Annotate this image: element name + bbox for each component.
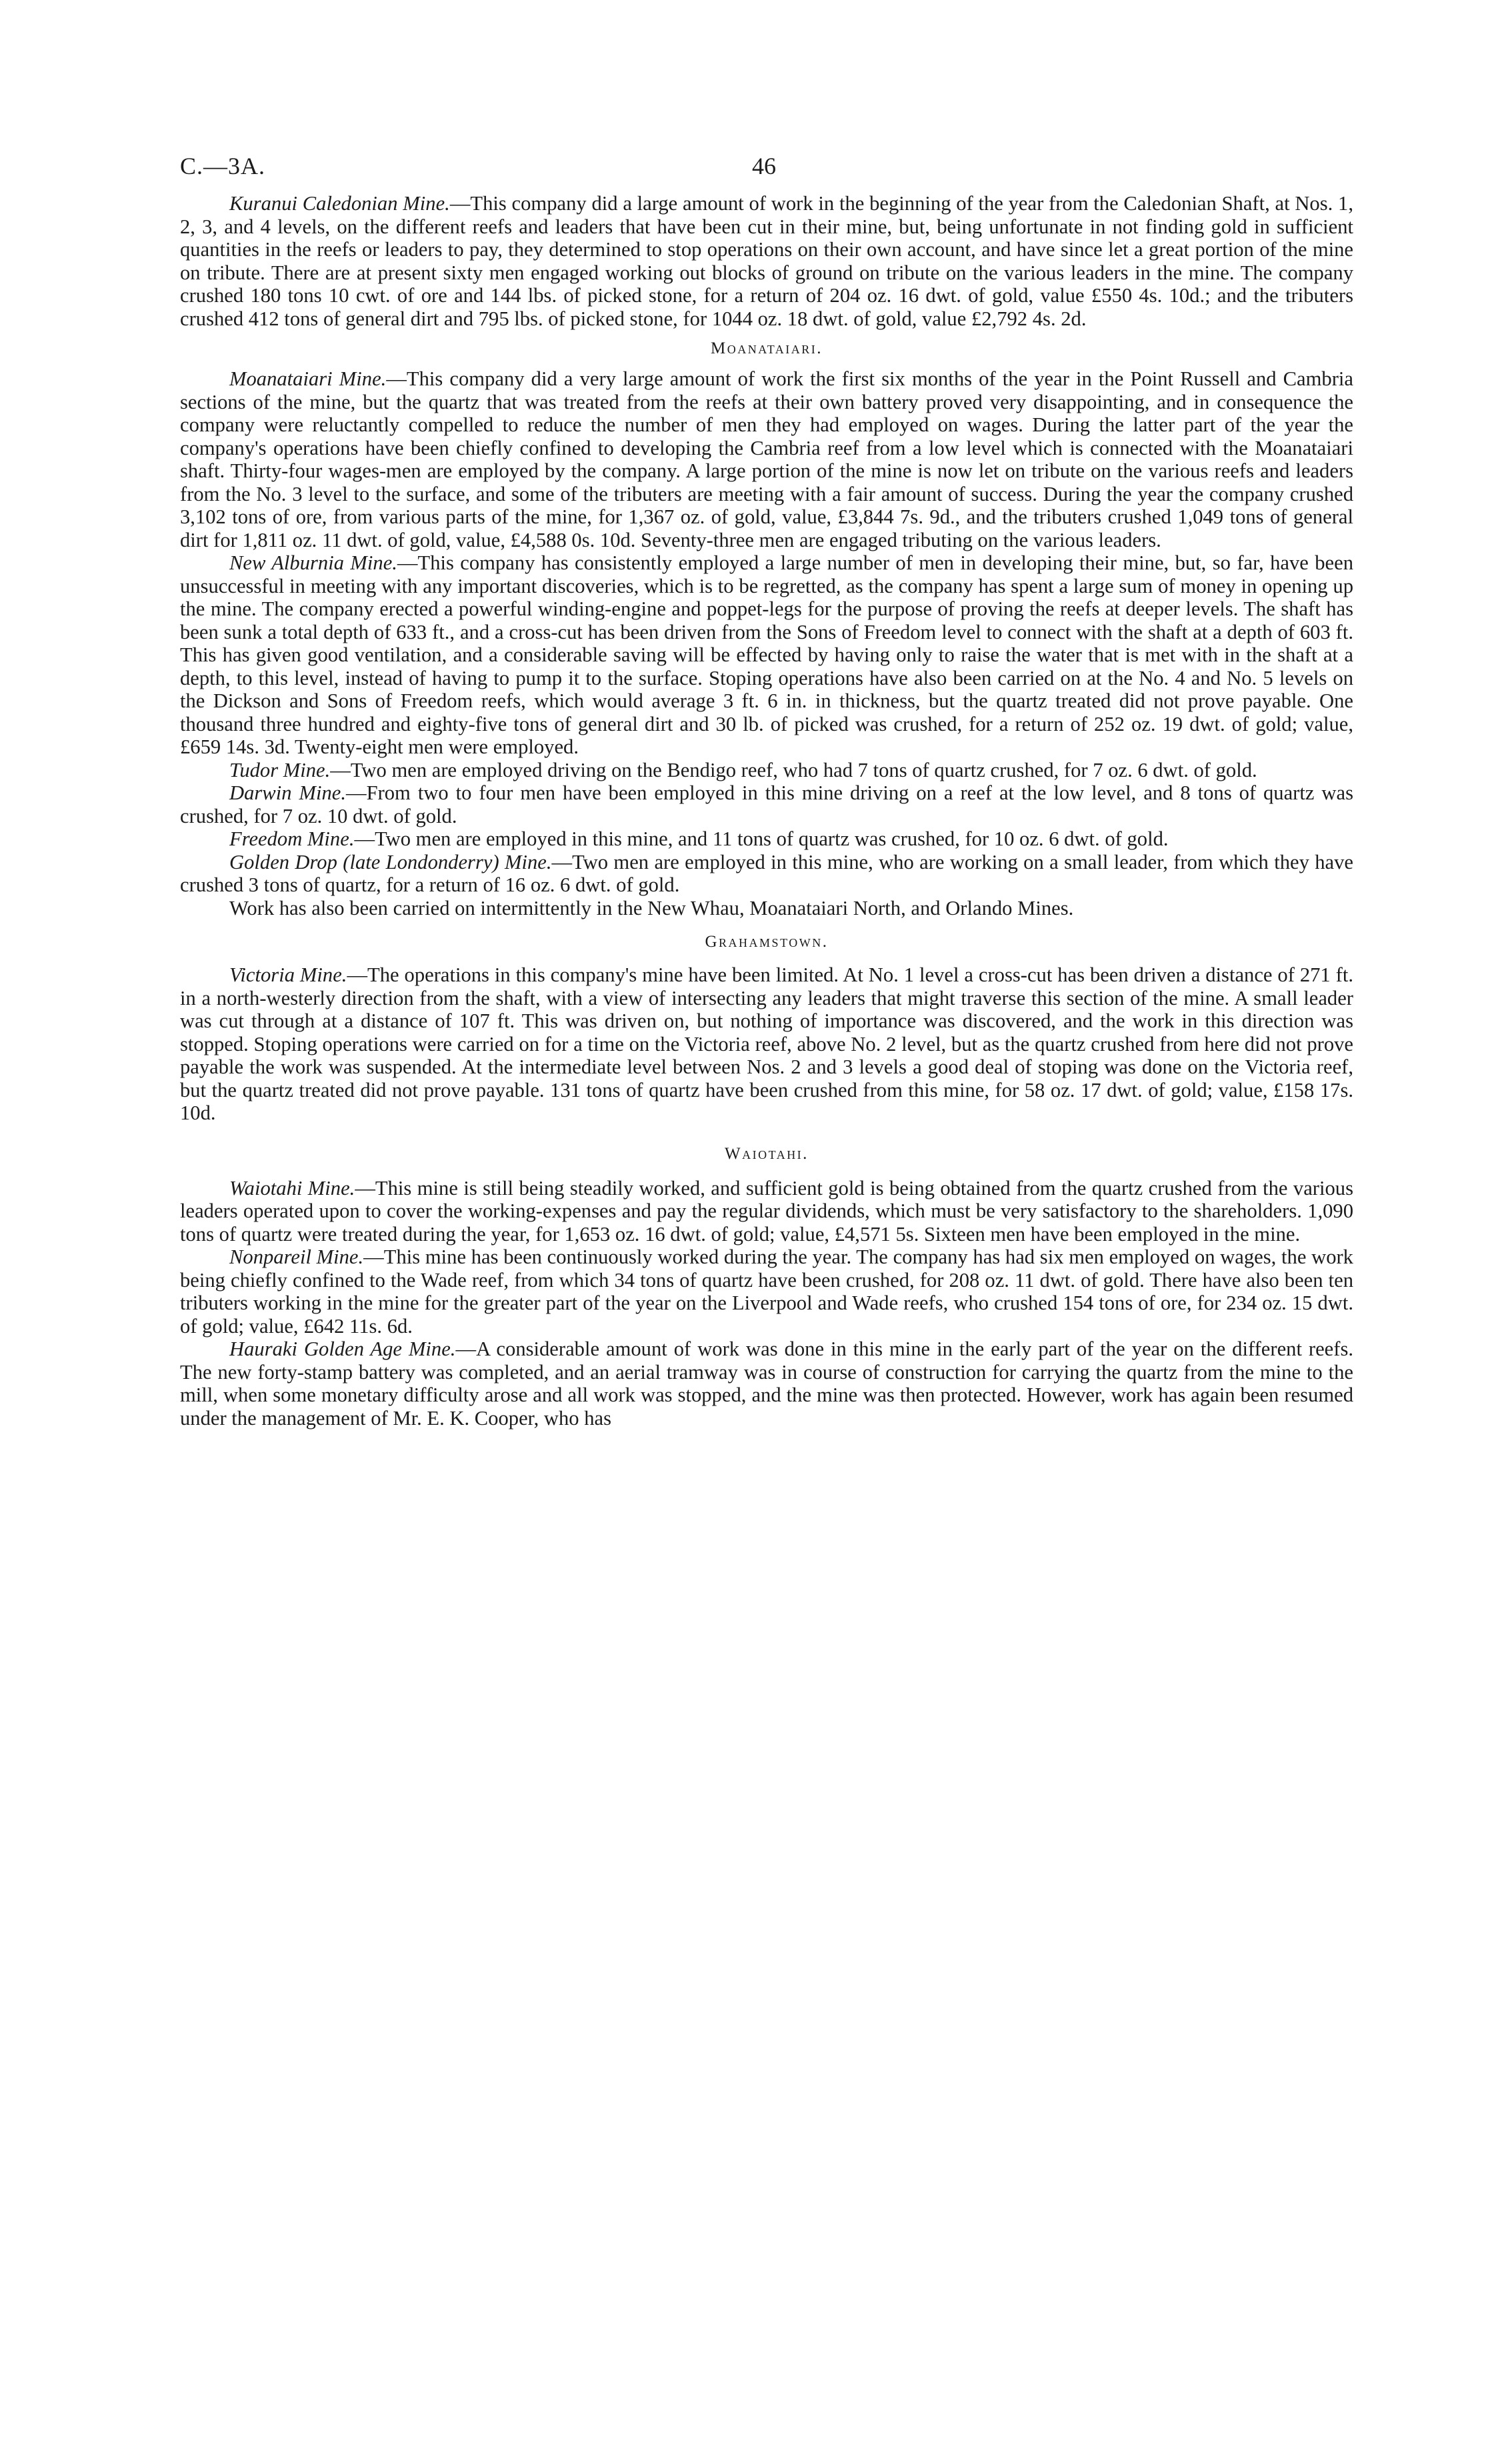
paragraph-text: —This company has consistently employed a large number of men in developing their mine, but, so far, have been unsuccessful in meeting with any important discoveries, which is to be regretted, as the company has spent a large sum of money in opening up the mine. The company erected a powerful winding-engine and poppet-legs for the purpose of proving the reefs at deeper levels. The shaft has been sunk a total depth of 633 ft., and a cross-cut has been driven from the Sons of Freedom level to connect with the shaft at a depth of 603 ft. This has given good ventilation, and a considerable saving will be effected by having only to raise the water that is met with in the shaft at a depth, to this level, instead of having to pump it to the surface. Stoping operations have also been carried on at the No. 4 and No. 5 levels on the Dickson and Sons of Freedom reefs, which would average 3 ft. 6 in. in thickness, but the quartz treated did not prove payable. One thousand three hundred and eighty-five tons of general dirt and 30 lb. of picked was crushed, for a return of 252 oz. 19 dwt. of gold; value, £659 14s. 3d. Twenty-eight men were employed.: [180, 551, 1353, 758]
paragraph-intermittent: [180, 897, 1353, 920]
mine-title: Victoria Mine.: [229, 963, 347, 986]
paragraph-text: —Two men are employed in this mine, and 11 tons of quartz was crushed, for 10 oz. 6 dwt. of gold.: [354, 827, 1169, 850]
paragraph-text: —This company did a very large amount of work the first six months of the year in the Point Russell and Cambria sections of the mine, but the quartz that was treated from the reefs at their own battery proved very disappointing, and in consequence the company were reluctantly compelled to reduce the number of men they had employed on wages. During the latter part of the year the company's operations have been chiefly confined to developing the Cambria reef from a low level which is connected with the Moanataiari shaft. Thirty-four wages-men are employed by the company. A large portion of the mine is now let on tribute on the various reefs and leaders from the No. 3 level to the surface, and some of the tributers are meeting with a fair amount of success. During the year the company crushed 3,102 tons of ore, from various parts of the mine, for 1,367 oz. of gold, value, £3,844 7s. 9d., and the tributers crushed 1,049 tons of general dirt for 1,811 oz. 11 dwt. of gold, value, £4,588 0s. 10d. Seventy-three men are engaged tributing on the various leaders.: [180, 367, 1353, 551]
paragraph-moanataiari: [180, 367, 1353, 551]
mine-title: Tudor Mine.: [229, 758, 331, 781]
paragraph-text: —From two to four men have been employed in this mine driving on a reef at the low level, and 8 tons of quartz was crushed, for 7 oz. 10 dwt. of gold.: [180, 781, 1353, 827]
mine-title: Golden Drop (late Londonderry) Mine.: [229, 850, 552, 873]
mine-title: New Alburnia Mine.: [229, 551, 397, 574]
paragraph-golden-drop: [180, 851, 1353, 897]
page-header: [180, 152, 1353, 192]
document-page: [180, 152, 1353, 1430]
paragraph-text: —This mine is still being steadily worked, and sufficient gold is being obtained from the quartz crushed from the various leaders operated upon to cover the working-expenses and pay the regular dividends, which must be very satisfactory to the shareholders. 1,090 tons of quartz were treated during the year, for 1,653 oz. 16 dwt. of gold; value, £4,571 5s. Sixteen men have been employed in the mine.: [180, 1176, 1353, 1246]
paragraph-darwin: [180, 781, 1353, 827]
paragraph-freedom: [180, 827, 1353, 851]
paragraph-new-alburnia: [180, 551, 1353, 759]
paragraph-text: —The operations in this company's mine have been limited. At No. 1 level a cross-cut has been driven a distance of 271 ft. in a north-westerly direction from the shaft, with a view of intersecting any leaders that might traverse this section of the mine. A small leader was cut through at a distance of 107 ft. This was driven on, but nothing of importance was discovered, and the work in this direction was stopped. Stoping operations were carried on for a time on the Victoria reef, above No. 2 level, but as the quartz crushed from here did not prove payable the work was suspended. At the intermediate level between Nos. 2 and 3 levels a good deal of stoping was done on the Victoria reef, but the quartz treated did not prove payable. 131 tons of quartz have been crushed from this mine, for 58 oz. 17 dwt. of gold; value, £158 17s. 10d.: [180, 963, 1353, 1124]
section-heading-waiotahi: Waiotahi.: [725, 1144, 809, 1163]
paragraph-text: —Two men are employed in this mine, who are working on a small leader, from which they have crushed 3 tons of quartz, for a return of 16 oz. 6 dwt. of gold.: [180, 850, 1353, 896]
section-heading-grahamstown: Grahamstown.: [705, 933, 829, 951]
paragraph-hauraki: [180, 1338, 1353, 1430]
section-heading-moanataiari: Moanataiari.: [710, 339, 823, 357]
paragraph-text: —This mine has been continuously worked during the year. The company has had six men employed on wages, the work being chiefly confined to the Wade reef, from which 34 tons of quartz have been crushed, for 208 oz. 11 dwt. of gold. There have also been ten tributers working in the mine for the greater part of the year on the Liverpool and Wade reefs, who crushed 154 tons of ore, for 234 oz. 15 dwt. of gold; value, £642 11s. 6d.: [180, 1246, 1353, 1338]
paragraph-text: —A considerable amount of work was done in this mine in the early part of the year on the different reefs. The new forty-stamp battery was completed, and an aerial tramway was in course of construction for carrying the quartz from the mine to the mill, when some monetary difficulty arose and all work was stopped, and the mine was then protected. However, work has again been resumed under the management of Mr. E. K. Cooper, who has: [180, 1338, 1353, 1430]
paragraph-text: —This company did a large amount of work in the beginning of the year from the Caledonian Shaft, at Nos. 1, 2, 3, and 4 levels, on the different reefs and leaders that have been cut in their mine, but, being unfortunate in not finding gold in sufficient quantities in the reefs or leaders to pay, they determined to stop operations on their own account, and have since let a great portion of the mine on tribute. There are at present sixty men engaged working out blocks of ground on tribute on the various leaders in the mine. The company crushed 180 tons 10 cwt. of ore and 144 lbs. of picked stone, for a return of 204 oz. 16 dwt. of gold, value £550 4s. 10d.; and the tributers crushed 412 tons of general dirt and 795 lbs. of picked stone, for 1044 oz. 18 dwt. of gold, value £2,792 4s. 2d.: [180, 192, 1353, 330]
paragraph-tudor: [180, 759, 1353, 782]
mine-title: Nonpareil Mine.: [229, 1246, 364, 1268]
mine-title: Moanataiari Mine.: [229, 367, 387, 390]
document-reference: C.—3A.: [180, 153, 266, 179]
paragraph-victoria: [180, 963, 1353, 1125]
paragraph-kuranui: [180, 192, 1353, 330]
mine-title: Freedom Mine.: [229, 827, 355, 850]
paragraph-text: Work has also been carried on intermittently in the New Whau, Moanataiari North, and Orlando Mines.: [229, 896, 1074, 919]
page-number: 46: [752, 153, 776, 179]
paragraph-nonpareil: [180, 1246, 1353, 1338]
mine-title: Waiotahi Mine.: [229, 1176, 355, 1199]
mine-title: Hauraki Golden Age Mine.: [229, 1338, 456, 1360]
paragraph-waiotahi: [180, 1177, 1353, 1246]
mine-title: Kuranui Caledonian Mine.: [229, 192, 450, 215]
paragraph-text: —Two men are employed driving on the Bendigo reef, who had 7 tons of quartz crushed, for 7 oz. 6 dwt. of gold.: [330, 758, 1257, 781]
mine-title: Darwin Mine.: [229, 781, 346, 804]
